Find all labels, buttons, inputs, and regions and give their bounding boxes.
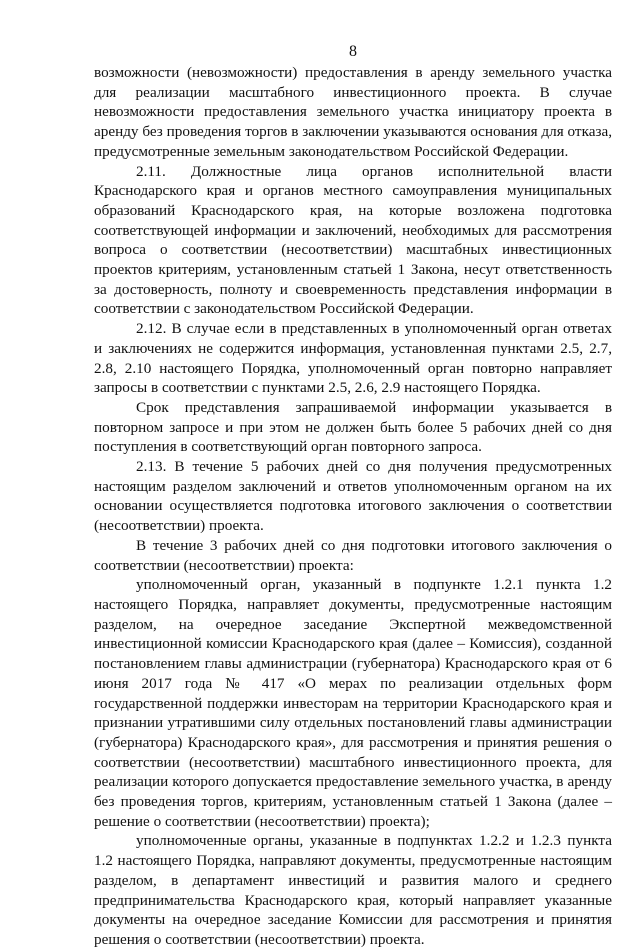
paragraph-2-11: 2.11. Должностные лица органов исполнительной власти Краснодарского края и органов местного самоуправления муниципальных образований Краснодарского края, на которые возложена подготовка соответствующей информации и заключений, необходимых для рассмотрения вопроса о соответствии (несоответствии) масштабных инвестиционных проектов критериям, установленным статьей 1 Закона, несут ответственность за достоверность, полноту и своевременность представления информации в соответствии с законодательством Российской Федерации. xyxy=(94,162,612,318)
paragraph-continuation: возможности (невозможности) предоставления в аренду земельного участка для реализации масштабного инвестиционного проекта. В случае невозможности предоставления земельного участка инициатору проекта в аренду без проведения торгов в заключении указываются основания для отказа, предусмотренные земельным законодательством Российской Федерации. xyxy=(94,64,612,160)
paragraph-deadline: Срок представления запрашиваемой информации указывается в повторном запросе и при этом не должен быть более 5 рабочих дней со дня поступления в соответствующий орган повторного запроса. xyxy=(94,398,612,456)
paragraph-2-13: 2.13. В течение 5 рабочих дней со дня получения предусмотренных настоящим разделом заключений и ответов уполномоченным органом на их основании осуществляется подготовка итогового заключения о соответствии (несоответствии) проекта. xyxy=(94,458,612,535)
page-number: 8 xyxy=(349,43,357,60)
paragraph-final-conclusion: В течение 3 рабочих дней со дня подготовки итогового заключения о соответствии (несоответствии) проекта: xyxy=(94,536,612,574)
paragraph-authorized-body: уполномоченный орган, указанный в подпункте 1.2.1 пункта 1.2 настоящего Порядка, направляет документы, предусмотренные настоящим разделом, на очередное заседание Экспертной межведомственной инвестиционной комиссии Краснодарского края (далее – Комиссия), созданной постановлением главы администрации (губернатора) Краснодарского края от 6 июня 2017 года № 417 «О мерах по реализации отдельных форм государственной поддержки инвесторам на территории Краснодарского края и признании утратившими силу отдельных постановлений главы администрации (губернатора) Краснодарского края», для рассмотрения и принятия решения о соответствии (несоответствии) масштабного инвестиционного проекта, для реализации которого допускается предоставление земельного участка, в аренду без проведения торгов, критериям, установленным статьей 1 Закона (далее – решение о соответствии (несоответствии) проекта); xyxy=(94,576,612,830)
paragraph-2-12: 2.12. В случае если в представленных в уполномоченный орган ответах и заключениях не содержится информация, установленная пунктами 2.5, 2.7, 2.8, 2.10 настоящего Порядка, уполномоченный орган повторно направляет запросы в соответствии с пунктами 2.5, 2.6, 2.9 настоящего Порядка. xyxy=(94,320,612,397)
document-body xyxy=(94,63,612,950)
paragraph-authorized-bodies: уполномоченные органы, указанные в подпунктах 1.2.2 и 1.2.3 пункта 1.2 настоящего Порядка, направляют документы, предусмотренные настоящим разделом, в департамент инвестиций и развития малого и среднего предпринимательства Краснодарского края, который направляет указанные документы на очередное заседание Комиссии для рассмотрения и принятия решения о соответствии (несоответствии) проекта. xyxy=(94,832,612,948)
